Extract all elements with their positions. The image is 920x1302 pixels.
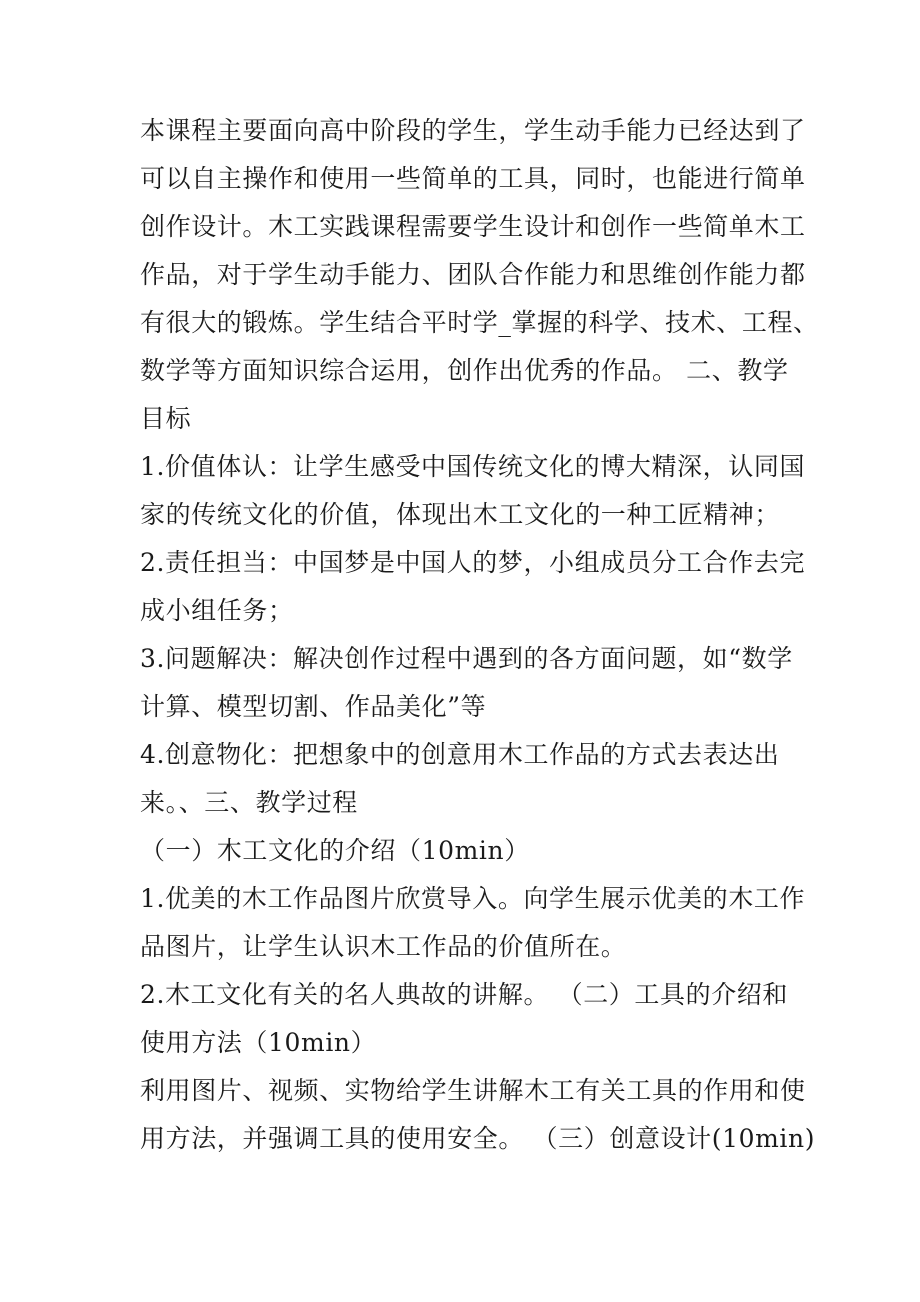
text-line: 本课程主要面向高中阶段的学生，学生动手能力已经达到了	[140, 116, 806, 145]
process-item-1: 1.优美的木工作品图片欣赏导入。向学生展示优美的木工作	[140, 884, 806, 913]
text-line: 使用方法（10min）	[140, 1028, 377, 1057]
text-line: 家的传统文化的价值，体现出木工文化的一种工匠精神；	[140, 500, 781, 529]
text-line: 计算、模型切割、作品美化”等	[140, 692, 487, 721]
objective-item-4: 4.创意物化：把想象中的创意用木工作品的方式去表达出	[140, 740, 780, 769]
objective-item-1: 1.价值体认：让学生感受中国传统文化的博大精深，认同国	[140, 452, 806, 481]
text-line: 来。、三、教学过程	[140, 788, 358, 817]
text-line: 用方法，并强调工具的使用安全。 （三）创意设计(10min)	[140, 1124, 816, 1153]
text-line: 数学等方面知识综合运用，创作出优秀的作品。 二、教学	[140, 356, 789, 385]
process-item-2: 2.木工文化有关的名人典故的讲解。 （二）工具的介绍和	[140, 980, 789, 1009]
section-heading-line: 目标	[140, 404, 192, 433]
objective-item-2: 2.责任担当：中国梦是中国人的梦，小组成员分工合作去完	[140, 548, 806, 577]
document-body	[140, 107, 819, 1163]
text-line: 作品，对于学生动手能力、团队合作能力和思维创作能力都	[140, 260, 806, 289]
subsection-heading: （一）木工文化的介绍（10min）	[140, 836, 530, 865]
text-line: 创作设计。木工实践课程需要学生设计和创作一些简单木工	[140, 212, 806, 241]
text-line: 利用图片、视频、实物给学生讲解木工有关工具的作用和使	[140, 1076, 806, 1105]
text-line: 品图片，让学生认识木工作品的价值所在。	[140, 932, 627, 961]
text-line: 可以自主操作和使用一些简单的工具，同时，也能进行简单	[140, 164, 806, 193]
text-line: 成小组任务；	[140, 596, 294, 625]
text-line: 有很大的锻炼。学生结合平时学_掌握的科学、技术、工程、	[140, 308, 819, 337]
objective-item-3: 3.问题解决：解决创作过程中遇到的各方面问题，如“数学	[140, 644, 793, 673]
